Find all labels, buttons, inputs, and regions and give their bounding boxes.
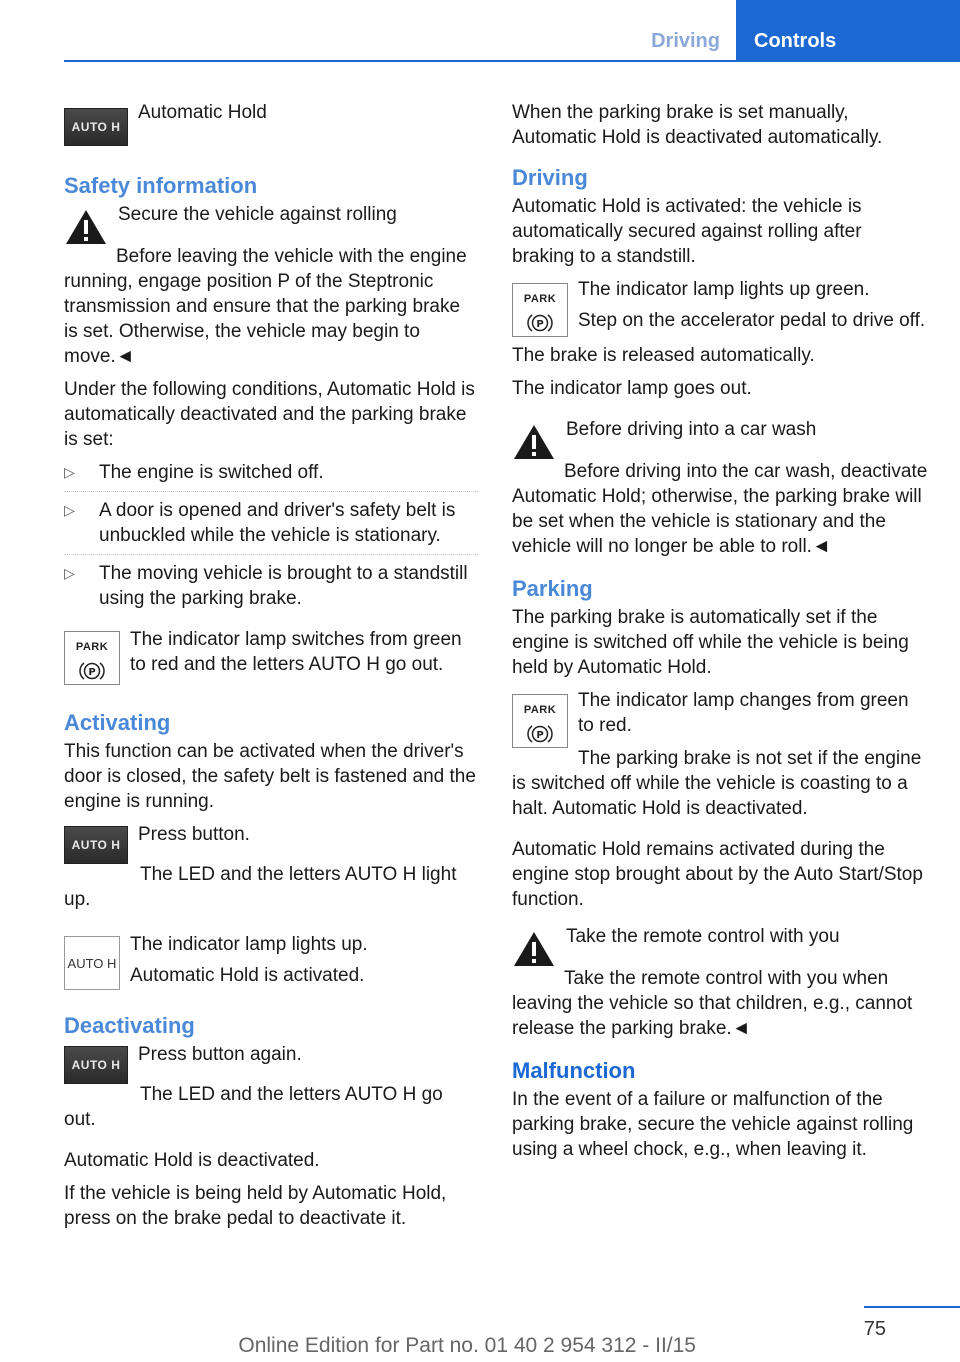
park-indicator-icon (64, 631, 120, 685)
park-indicator-row (64, 627, 478, 685)
indicator-lights-row (64, 932, 478, 994)
hold-activated-text: Automatic Hold is activated. (130, 965, 365, 986)
led-go-out-text: The LED and the letters AUTO H go out. (64, 1084, 443, 1130)
conditions-text: Under the following conditions, Automatic Hold is automatically deactivated and the parking brake is set: (64, 379, 475, 450)
remains-active-text: Automatic Hold remains activated during the engine stop brought about by the Auto Start/Stop function. (512, 839, 923, 910)
activating-heading: Activating (64, 710, 171, 735)
deactivating-heading: Deactivating (64, 1013, 195, 1038)
parking-text: The parking brake is automatically set if the engine is switched off while the vehicle is being held by Automatic Hold. (512, 607, 909, 678)
section-tab-controls[interactable] (736, 0, 960, 62)
activating-text: This function can be activated when the driver's door is closed, the safety belt is fastened and the engine is running. (64, 741, 476, 812)
warning-body: Before leaving the vehicle with the engine running, engage position P of the Steptronic transmission and ensure that the parking brake is set. Otherwise, the vehicle may begin to move.◄ (64, 246, 467, 367)
malfunction-heading: Malfunction (512, 1058, 636, 1083)
brake-released-text: The brake is released automatically. (512, 345, 815, 366)
p-symbol: P (536, 729, 544, 741)
warning-rolling (64, 202, 478, 246)
header-rule (64, 60, 960, 62)
lamp-changes-text: The indicator lamp changes from green to red. (578, 690, 909, 736)
warning-triangle-icon (64, 208, 108, 246)
conditions-list (64, 460, 478, 617)
triangle-bullet-icon: ▷ (64, 565, 75, 581)
lamp-out-text: The indicator lamp goes out. (512, 378, 752, 399)
step-on-text: Step on the accelerator pedal to drive off. (578, 310, 926, 331)
page-footer (0, 1306, 960, 1362)
list-item (64, 561, 478, 617)
page-header (0, 0, 960, 62)
edition-text: Online Edition for Part no. 01 40 2 954 312 - II/15 (238, 1334, 696, 1357)
warning-title: Secure the vehicle against rolling (118, 204, 397, 225)
press-button-text: Press button. (138, 824, 250, 845)
brake-pedal-text: If the vehicle is being held by Automatic Hold, press on the brake pedal to deactivate it. (64, 1183, 447, 1229)
page-number: 75 (863, 1318, 886, 1340)
left-column (64, 100, 478, 1239)
indicator-lights-text: The indicator lamp lights up. (130, 934, 368, 955)
triangle-bullet-icon: ▷ (64, 464, 75, 480)
right-column (512, 100, 928, 1170)
warning-title: Take the remote control with you (566, 926, 840, 947)
p-circle-icon (527, 723, 553, 745)
not-set-text: The parking brake is not set if the engine is switched off while the vehicle is coasting to a halt. Automatic Hold is deactivated. (512, 748, 922, 819)
warning-triangle-icon (512, 423, 556, 461)
park-label: PARK (523, 703, 557, 716)
park-green-row (512, 277, 928, 339)
warning-body: Before driving into the car wash, deactivate Automatic Hold; otherwise, the parking brake will be set when the vehicle is stationary and the vehicle will no longer be able to roll.◄ (512, 461, 928, 557)
driving-text: Automatic Hold is activated: the vehicle is automatically secured against rolling after braking to a standstill. (512, 196, 862, 267)
park-label: PARK (75, 640, 109, 653)
auto-h-indicator-icon: AUTO H (64, 936, 120, 990)
list-item (64, 498, 478, 555)
triangle-bullet-icon: ▷ (64, 502, 75, 518)
led-light-up-text: The LED and the letters AUTO H light up. (64, 864, 457, 910)
warning-body: Take the remote control with you when leaving the vehicle so that children, e.g., cannot release the parking brake.◄ (512, 968, 913, 1039)
manual-brake-text: When the parking brake is set manually, Automatic Hold is deactivated automatically. (512, 102, 883, 148)
auto-h-button-icon: AUTO H (64, 826, 128, 864)
park-changes-row (512, 688, 928, 748)
park-label: PARK (523, 292, 557, 305)
p-circle-icon (527, 312, 553, 334)
press-again-row (64, 1042, 478, 1084)
driving-heading: Driving (512, 165, 588, 190)
list-item (64, 460, 478, 492)
park-indicator-icon (512, 694, 568, 748)
park-indicator-icon (512, 283, 568, 337)
automatic-hold-label: Automatic Hold (138, 102, 267, 123)
warning-remote (512, 924, 928, 968)
warning-title: Before driving into a car wash (566, 419, 817, 440)
auto-h-button-icon: AUTO H (64, 1046, 128, 1084)
list-item-text: The engine is switched off. (99, 462, 324, 483)
warning-triangle-icon (512, 930, 556, 968)
section-tab-driving[interactable]: Driving (651, 30, 720, 52)
hold-deactivated-text: Automatic Hold is deactivated. (64, 1150, 320, 1171)
section-tab-label: Controls (754, 30, 837, 52)
malfunction-text: In the event of a failure or malfunction of the parking brake, secure the vehicle against rolling using a wheel chock, e.g., when leaving it. (512, 1089, 914, 1160)
press-button-row (64, 822, 478, 864)
footer-rule (864, 1306, 960, 1308)
p-circle-icon (79, 660, 105, 682)
list-item-text: The moving vehicle is brought to a standstill using the parking brake. (99, 563, 468, 609)
parking-heading: Parking (512, 576, 593, 601)
warning-car-wash (512, 417, 928, 461)
auto-h-button-icon: AUTO H (64, 108, 128, 146)
park-indicator-text: The indicator lamp switches from green to red and the letters AUTO H go out. (130, 629, 462, 675)
p-symbol: P (88, 666, 96, 678)
p-symbol: P (536, 318, 544, 330)
press-again-text: Press button again. (138, 1044, 302, 1065)
list-item-text: A door is opened and driver's safety belt is unbuckled while the vehicle is stationary. (99, 500, 456, 546)
safety-heading: Safety information (64, 173, 258, 198)
lamp-green-text: The indicator lamp lights up green. (578, 279, 870, 300)
automatic-hold-item (64, 100, 478, 146)
